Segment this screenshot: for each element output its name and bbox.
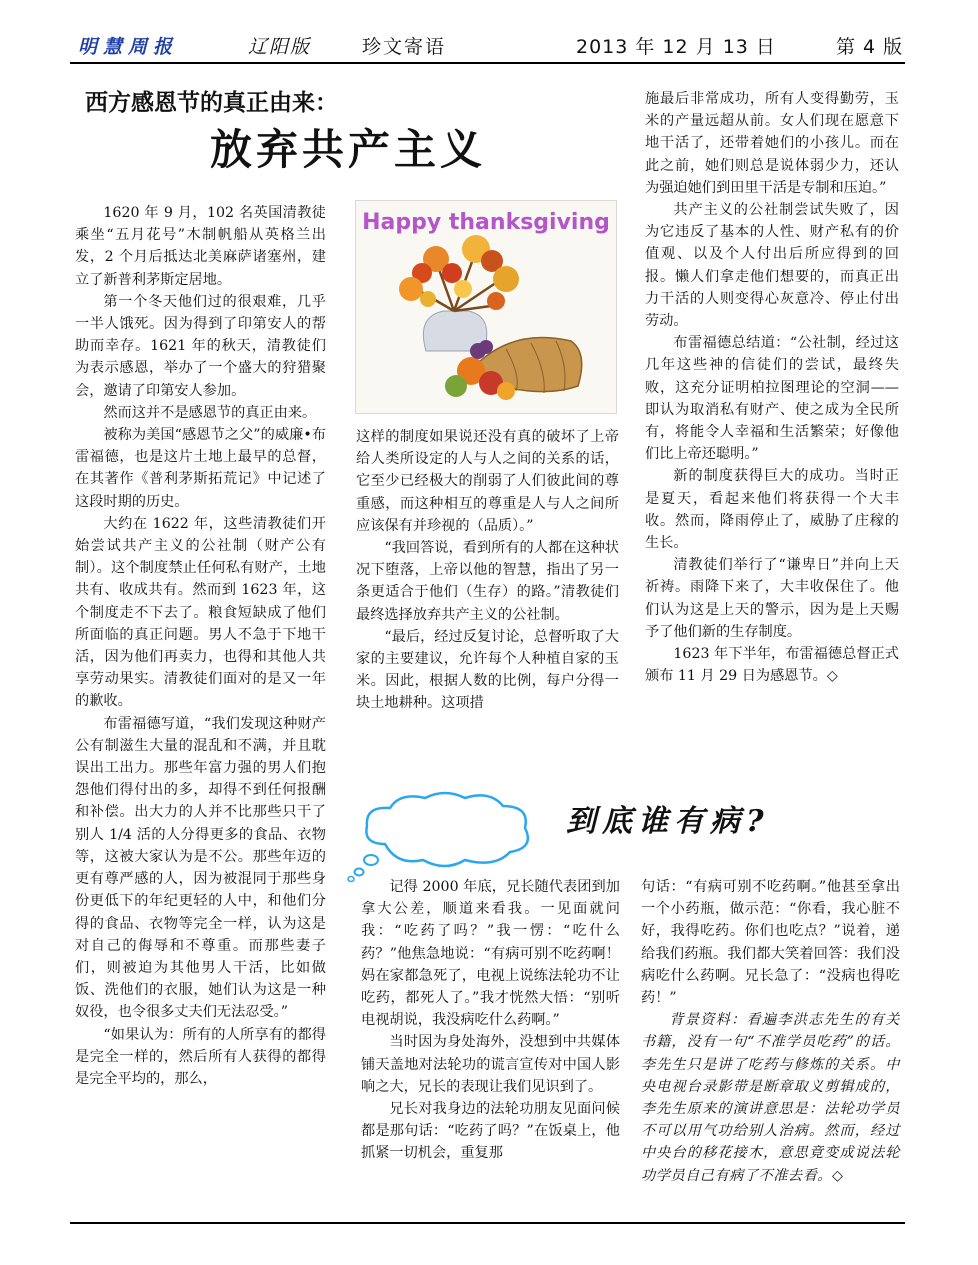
header-rule xyxy=(70,62,905,64)
paragraph: 清教徒们举行了“谦卑日”并向上天祈祷。雨降下来了，大丰收保住了。他们认为这是上天的警示，因为是上天赐予了他们新的生存制度。 xyxy=(645,557,899,640)
article-2-title: 到底谁有病? xyxy=(566,804,770,839)
article-kicker: 西方感恩节的真正由来： xyxy=(85,90,338,116)
article-column-3 xyxy=(645,88,899,687)
paragraph: 第一个冬天他们过的很艰难，几乎一半人饿死。因为得到了印第安人的帮助而幸存。1621 年的秋天，清教徒们为表示感恩，举办了一个盛大的狩猎聚会，邀请了印第安人参加。 xyxy=(75,293,326,399)
paragraph: 句话：“有病可别不吃药啊。”他甚至拿出一个小药瓶，做示范：“你看，我心脏不好，我得吃药。你们也吃点？”说着，递给我们药瓶。我们都大笑着回答：我们没病吃什么药啊。兄长急了：“没病也得吃药！” xyxy=(641,879,900,1007)
masthead xyxy=(70,34,905,62)
article-column-2 xyxy=(356,426,619,715)
paragraph: 然而这并不是感恩节的真正由来。 xyxy=(103,404,317,421)
thanksgiving-illustration xyxy=(355,200,617,414)
paragraph: 布雷福德总结道：“公社制，经过这几年这些神的信徒们的尝试，最终失败，这充分证明柏拉图理论的空洞——即认为取消私有财产、使之成为全民所有，将能令人幸福和生活繁荣；好像他们比上帝还聪明。” xyxy=(645,335,899,463)
paragraph: 当时因为身处海外，没想到中共媒体铺天盖地对法轮功的谎言宣传对中国人影响之大，兄长的表现让我们见识到了。 xyxy=(361,1034,620,1095)
footer-rule xyxy=(70,1222,905,1224)
newspaper-name: 明慧周报 xyxy=(78,36,179,58)
thought-cloud-icon xyxy=(345,786,540,884)
paragraph: 被称为美国“感恩节之父”的威廉•布雷福德，也是这片土地上最早的总督，在其著作《普利茅斯拓荒记》中记述了这段时期的历史。 xyxy=(75,427,326,510)
background-note: 背景资料：看遍李洪志先生的有关书籍，没有一句“不准学员吃药”的话。李先生只是讲了吃药与修炼的关系。中央电视台录影带是断章取义剪辑成的，李先生原来的演讲意思是：法轮功学员不可以用气功给别人治病。然而，经过中央台的移花接木，意思竟变成说法轮功学员自己有病了不准去看。◇ xyxy=(641,1012,900,1184)
page-number: 第 4 版 xyxy=(836,36,904,58)
paragraph: “最后，经过反复讨论，总督听取了大家的主要建议，允许每个人种植自家的玉米。因此，根据人数的比例，每户分得一块土地耕种。这项措 xyxy=(356,628,619,712)
paragraph: “我回答说，看到所有的人都在这种状况下堕落，上帝以他的智慧，指出了另一条更适合于他们（生存）的路。”清教徒们最终选择放弃共产主义的公社制。 xyxy=(356,540,619,623)
paragraph: 兄长对我身边的法轮功朋友见面问候都是那句话：“吃药了吗？”在饭桌上，他抓紧一切机会，重复那 xyxy=(361,1101,620,1162)
section-label: 珍文寄语 xyxy=(362,36,447,58)
paragraph: 共产主义的公社制尝试失败了，因为它违反了基本的人性、财产私有的价值观、以及个人付出后所应得到的回报。懒人们拿走他们想要的，而真正出力干活的人则变得心灰意冷、停止付出劳动。 xyxy=(645,202,899,330)
paragraph: 1620 年 9 月，102 名英国清教徒乘坐“五月花号”木制帆船从英格兰出发，2 个月后抵达北美麻萨诸塞州，建立了新普利茅斯定居地。 xyxy=(75,205,326,288)
paragraph: 这样的制度如果说还没有真的破坏了上帝给人类所设定的人与人之间的关系的话，它至少已经极大的削弱了人们彼此间的尊重感，而这种相互的尊重是人与人之间所应该保有并珍视的（品质）。” xyxy=(356,429,619,534)
paragraph: 1623 年下半年，布雷福德总督正式颁布 11 月 29 日为感恩节。◇ xyxy=(645,646,899,685)
edition-label: 辽阳版 xyxy=(248,36,312,58)
article-headline: 放弃共产主义 xyxy=(210,125,487,174)
article-2-column-2 xyxy=(641,876,900,1187)
paragraph: 施最后非常成功，所有人变得勤劳，玉米的产量远超从前。女人们现在愿意下地干活了，还带着她们的小孩儿。而在此之前，她们则总是说体弱少力，还认为强迫她们到田里干活是专制和压迫。” xyxy=(645,91,899,196)
article-2-column-1 xyxy=(361,876,620,1165)
paragraph: “如果认为：所有的人所享有的都得是完全一样的，然后所有人获得的都得是完全平均的，那么， xyxy=(75,1026,326,1087)
cornucopia-image xyxy=(356,201,616,413)
issue-date: 2013 年 12 月 13 日 xyxy=(576,36,776,58)
paragraph: 布雷福德写道，“我们发现这种财产公有制滋生大量的混乱和不满，并且耽误出工出力。那些年富力强的男人们抱怨他们得付出的多，却得不到任何报酬和补偿。出大力的人并不比那些只干了别人 1/4 活的人分得更多的食品、衣物等，这被大家认为是不公。那些年迈的更有尊严感的人，因为被混同于那些身份更低下的年纪更轻的人中，和他们分得的食品、衣物等完全一样，认为这是对自己的侮辱和不尊重。而那些妻子们，则被迫为其他男人干活，比如做饭、洗他们的衣服，她们认为这是一种奴役，也令很多丈夫们无法忍受。” xyxy=(75,715,326,1021)
paragraph: 大约在 1622 年，这些清教徒们开始尝试共产主义的公社制（财产公有制）。这个制度禁止任何私有财产，土地共有、收成共有。然而到 1623 年，这个制度走不下去了。粮食短缺成了他们所面临的真正问题。男人不急于下地干活，因为他们再卖力，也得和其他人共享劳动果实。清教徒们面对的是又一年的歉收。 xyxy=(75,515,326,710)
image-caption: Happy thanksgiving xyxy=(362,210,610,235)
article-column-1 xyxy=(75,202,326,1090)
paragraph: 新的制度获得巨大的成功。当时正是夏天，看起来他们将获得一个大丰收。然而，降雨停止了，威胁了庄稼的生长。 xyxy=(645,468,899,552)
paragraph: 记得 2000 年底，兄长随代表团到加拿大公差，顺道来看我。一见面就问我：“吃药了吗？”我一愣：“吃什么药？”他焦急地说：“有病可别不吃药啊！妈在家都急死了，电视上说练法轮功不让吃药，都死人了。”我才恍然大悟：“别听电视胡说，我没病吃什么药啊。” xyxy=(361,879,620,1029)
